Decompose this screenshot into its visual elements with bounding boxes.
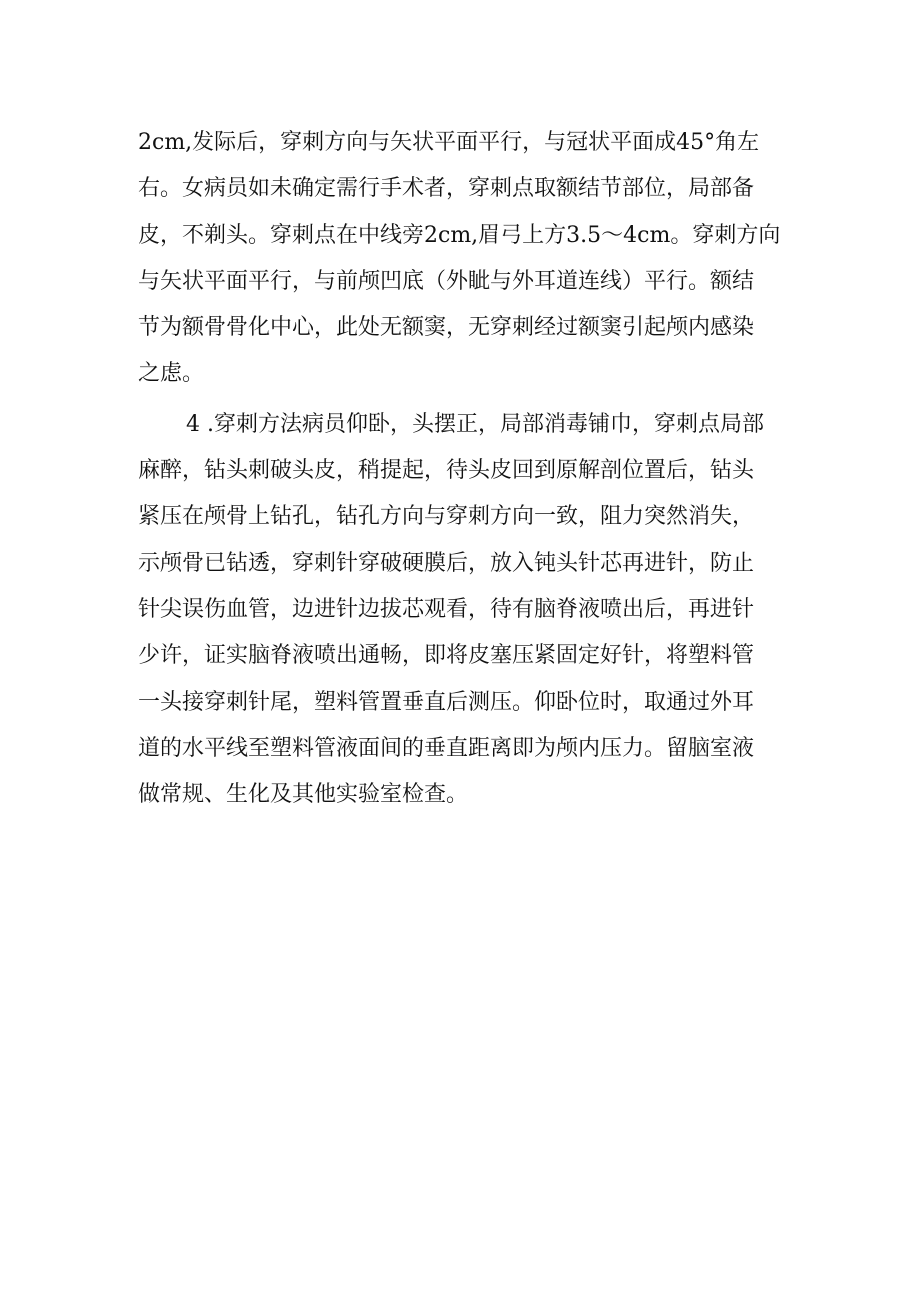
paragraph-line: 一头接穿刺针尾，塑料管置垂直后测压。仰卧位时，取通过外耳: [138, 689, 755, 715]
paragraph-line: 与矢状平面平行，与前颅凹底（外眦与外耳道连线）平行。额结: [138, 268, 755, 294]
paragraph-line: 少许，证实脑脊液喷出通畅，即将皮塞压紧固定好针，将塑料管: [138, 643, 755, 669]
paragraph-line: 2cm,发际后，穿刺方向与矢状平面平行，与冠状平面成45°角左: [138, 130, 760, 155]
paragraph-line: 示颅骨已钻透，穿刺针穿破硬膜后，放入钝头针芯再进针，防止: [138, 550, 755, 576]
paragraph-1: [138, 120, 788, 398]
paragraph-line: 紧压在颅骨上钻孔，钻孔方向与穿刺方向一致，阻力突然消失，: [138, 504, 755, 530]
paragraph-line: 4 .穿刺方法病员仰卧，头摆正，局部消毒铺巾，穿刺点局部: [186, 411, 764, 437]
paragraph-line: 针尖误伤血管，边进针边拔芯观看，待有脑脊液喷出后，再进针: [138, 596, 755, 622]
paragraph-line: 皮，不剃头。穿刺点在中线旁2cm,眉弓上方3.5～4cm。穿刺方向: [138, 222, 781, 248]
paragraph-line: 节为额骨骨化中心，此处无额窦，无穿刺经过额窦引起颅内感染: [138, 315, 755, 341]
paragraph-2: [138, 402, 788, 819]
paragraph-line: 之虑。: [138, 361, 205, 387]
paragraph-line: 右。女病员如未确定需行手术者，穿刺点取额结节部位，局部备: [138, 176, 755, 202]
paragraph-line: 麻醉，钻头刺破头皮，稍提起，待头皮回到原解剖位置后，钻头: [138, 458, 755, 484]
document-body: [138, 120, 788, 818]
paragraph-line: 道的水平线至塑料管液面间的垂直距离即为颅内压力。留脑室液: [138, 735, 755, 761]
paragraph-line: 做常规、生化及其他实验室检查。: [138, 782, 469, 808]
